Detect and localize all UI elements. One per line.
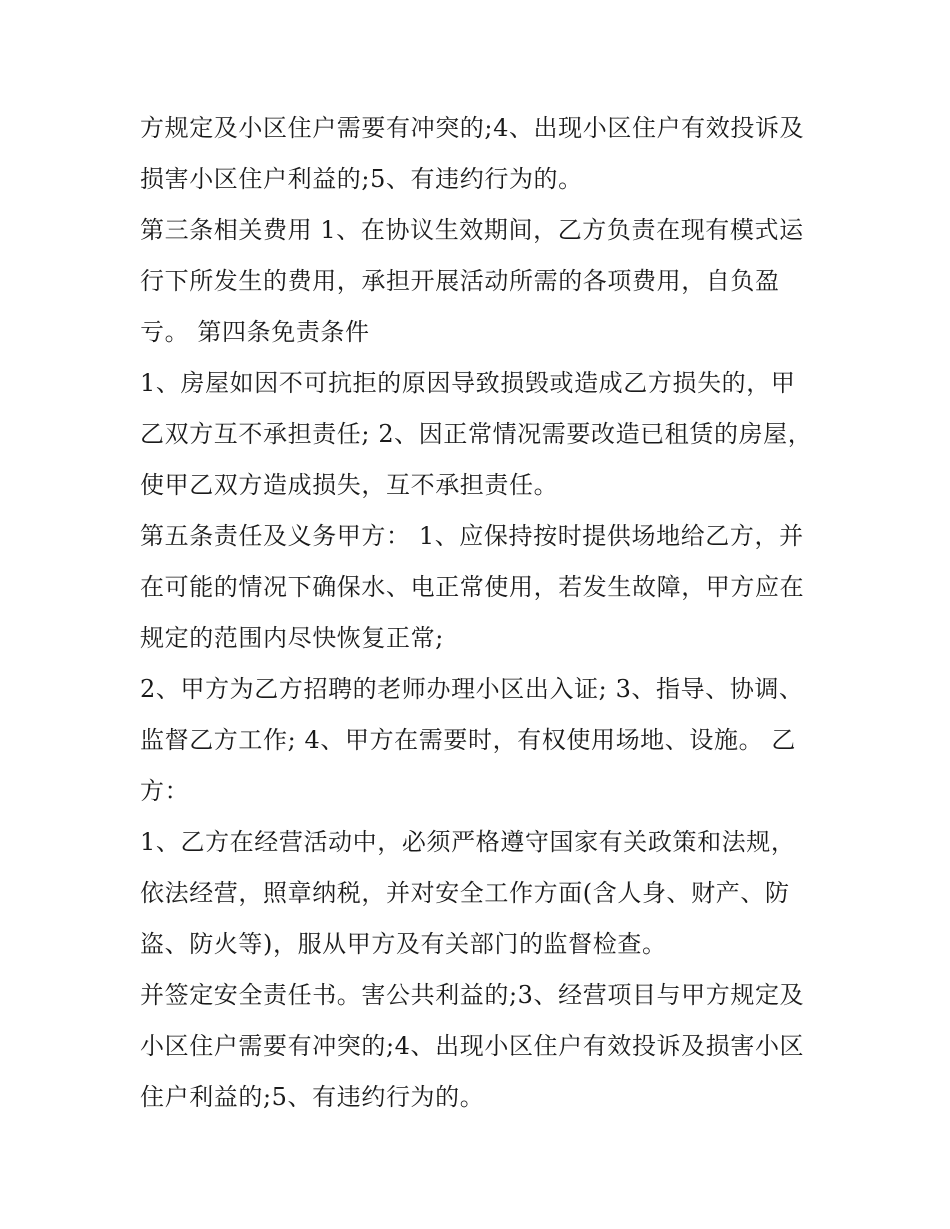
text-line: 1、房屋如因不可抗拒的原因导致损毁或造成乙方损失的，甲 xyxy=(140,369,796,397)
text-line: 使甲乙双方造成损失，互不承担责任。 xyxy=(140,471,559,499)
text-line: 1、乙方在经营活动中，必须严格遵守国家有关政策和法规， xyxy=(140,828,796,856)
text-line: 第五条责任及义务甲方： 1、应保持按时提供场地给乙方，并 xyxy=(140,522,804,550)
text-line: 依法经营，照章纳税，并对安全工作方面(含人身、财产、防 xyxy=(140,879,790,907)
text-line: 第三条相关费用 1、在协议生效期间，乙方负责在现有模式运 xyxy=(140,216,804,244)
text-line: 方规定及小区住户需要有冲突的;4、出现小区住户有效投诉及 xyxy=(140,114,805,142)
text-line: 小区住户需要有冲突的;4、出现小区住户有效投诉及损害小区 xyxy=(140,1032,805,1060)
document-body xyxy=(140,103,820,1123)
text-line: 方： xyxy=(140,777,190,805)
text-line: 在可能的情况下确保水、电正常使用，若发生故障，甲方应在 xyxy=(140,573,805,601)
text-line: 损害小区住户利益的;5、有违约行为的。 xyxy=(140,165,583,193)
text-line: 亏。 第四条免责条件 xyxy=(140,318,370,346)
text-line: 行下所发生的费用，承担开展活动所需的各项费用，自负盈 xyxy=(140,267,780,295)
text-line: 监督乙方工作; 4、甲方在需要时，有权使用场地、设施。 乙 xyxy=(140,726,797,754)
text-line: 住户利益的;5、有违约行为的。 xyxy=(140,1083,485,1111)
text-line: 规定的范围内尽快恢复正常; xyxy=(140,624,444,652)
text-line: 2、甲方为乙方招聘的老师办理小区出入证; 3、指导、协调、 xyxy=(140,675,804,703)
text-line: 盗、防火等)，服从甲方及有关部门的监督检查。 xyxy=(140,930,667,958)
text-line: 乙双方互不承担责任; 2、因正常情况需要改造已租赁的房屋， xyxy=(140,420,813,448)
text-line: 并签定安全责任书。害公共利益的;3、经营项目与甲方规定及 xyxy=(140,981,805,1009)
